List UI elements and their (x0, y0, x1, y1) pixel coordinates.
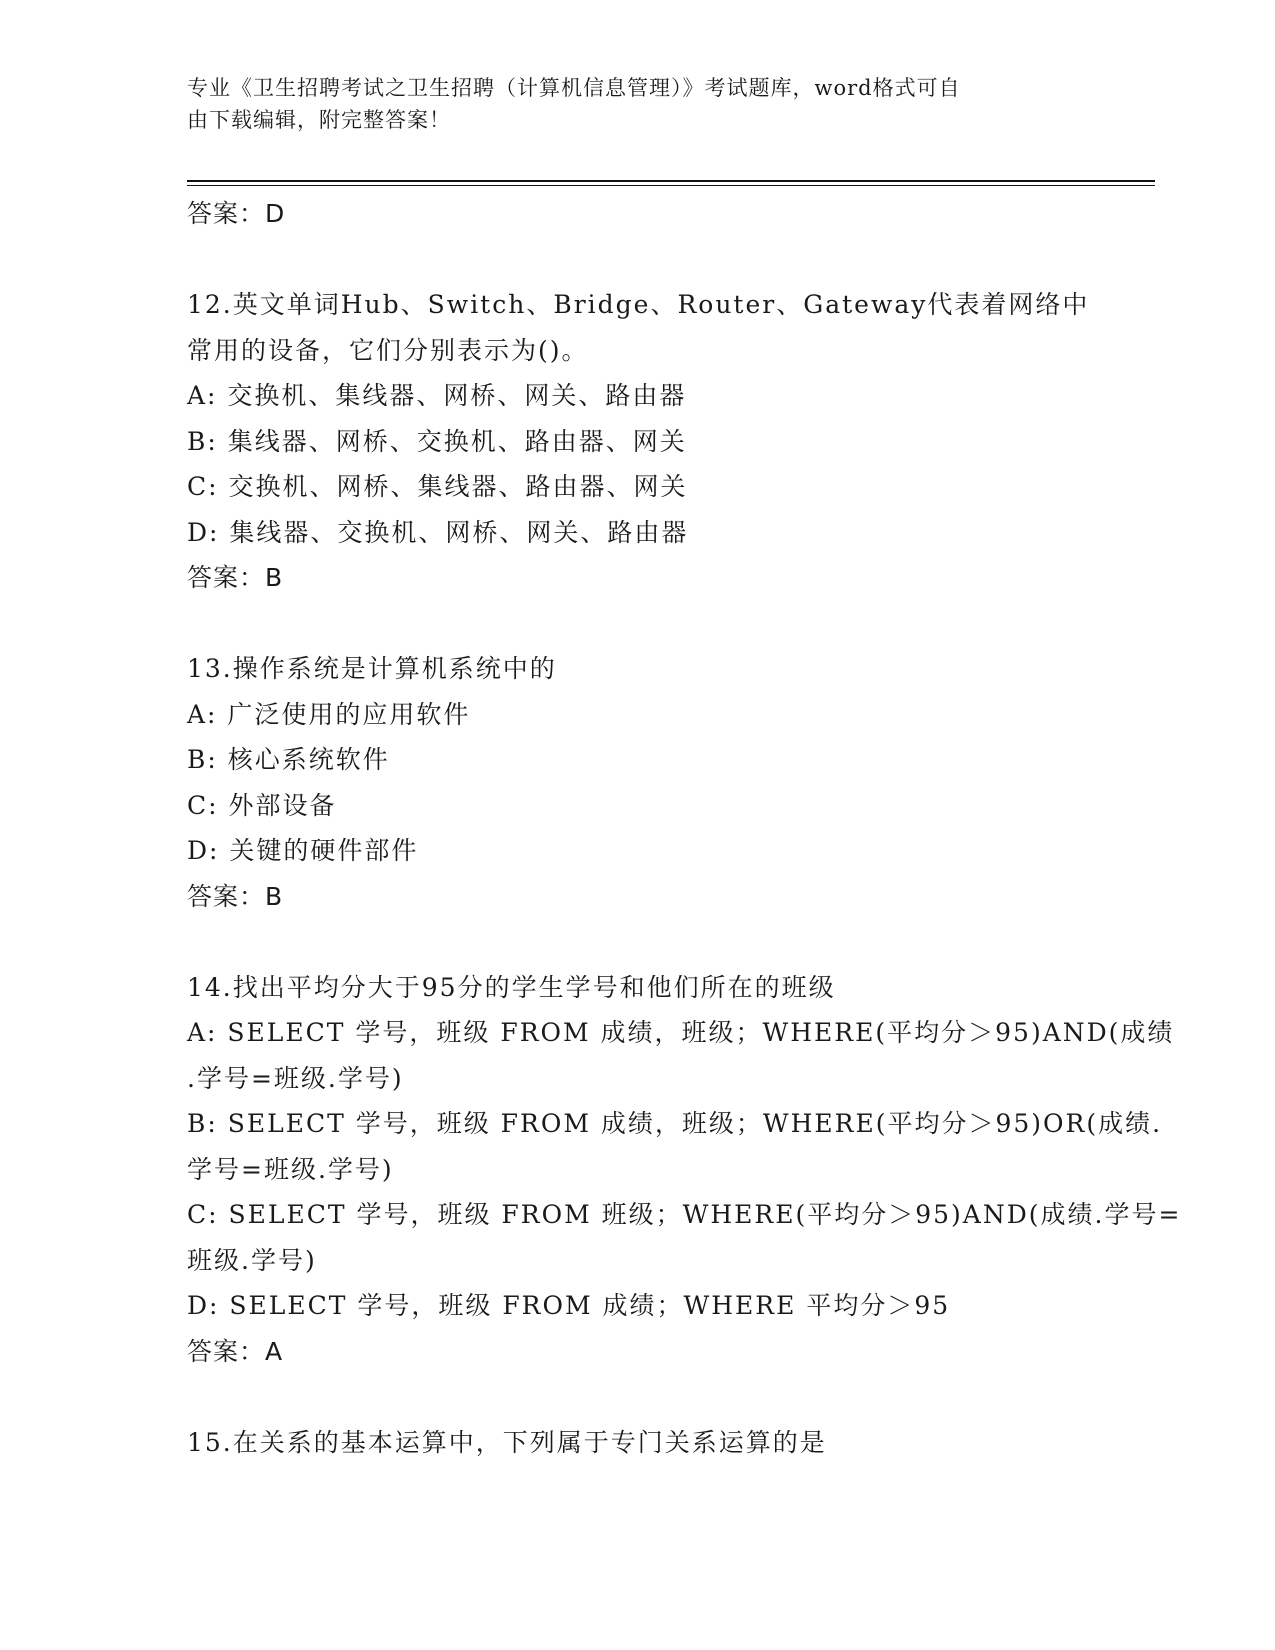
header-divider-thin (187, 185, 1155, 186)
answer-line: 答案：B (187, 881, 284, 911)
question-list (187, 191, 1182, 1465)
question-block (187, 282, 1090, 601)
page-header (187, 72, 1077, 136)
answer-line: 答案：B (187, 563, 284, 592)
option-b-continued: 学号=班级.学号) (187, 1154, 394, 1184)
option-a-continued: .学号=班级.学号) (187, 1063, 404, 1093)
spacer (187, 1374, 1087, 1420)
option-b: B: 集线器、网桥、交换机、路由器、网关 (187, 426, 687, 456)
option-b: B: SELECT 学号，班级 FROM 成绩，班级；WHERE(平均分＞95)OR(成绩. (187, 1109, 1163, 1138)
option-b: B: 核心系统软件 (187, 745, 390, 774)
question-block (187, 646, 1087, 919)
option-c: C: SELECT 学号，班级 FROM 班级；WHERE(平均分＞95)AND(成绩.学号= (187, 1200, 1182, 1229)
option-c: C: 外部设备 (187, 790, 337, 820)
option-c: C: 交换机、网桥、集线器、路由器、网关 (187, 472, 688, 501)
header-divider (187, 180, 1155, 182)
question-block (187, 965, 1182, 1375)
option-c-continued: 班级.学号) (187, 1245, 317, 1275)
question-stem: 15.在关系的基本运算中，下列属于专门关系运算的是 (187, 1427, 827, 1457)
spacer (187, 601, 1087, 647)
question-stem: 12.英文单词Hub、Switch、Bridge、Router、Gateway代表着网络中 (187, 290, 1090, 319)
question-block (187, 1420, 1087, 1466)
question-stem: 13.操作系统是计算机系统中的 (187, 654, 557, 683)
option-a: A: 广泛使用的应用软件 (187, 699, 471, 729)
option-a: A: SELECT 学号，班级 FROM 成绩，班级；WHERE(平均分＞95)AND(成绩 (187, 1018, 1175, 1047)
option-d: D: 关键的硬件部件 (187, 836, 419, 865)
answer-line: 答案：A (187, 1336, 284, 1366)
spacer (187, 919, 1087, 965)
option-a: A: 交换机、集线器、网桥、网关、路由器 (187, 381, 687, 410)
answer-line: 答案：D (187, 199, 286, 228)
option-d: D: SELECT 学号，班级 FROM 成绩；WHERE 平均分＞95 (187, 1291, 951, 1320)
spacer (187, 237, 1087, 283)
question-stem: 14.找出平均分大于95分的学生学号和他们所在的班级 (187, 972, 836, 1002)
question-stem: 常用的设备，它们分别表示为()。 (187, 335, 589, 365)
header-line: 由下载编辑，附完整答案！ (187, 108, 451, 132)
header-line: 专业《卫生招聘考试之卫生招聘（计算机信息管理）》考试题库，word格式可自 (187, 76, 961, 100)
option-d: D: 集线器、交换机、网桥、网关、路由器 (187, 517, 689, 547)
